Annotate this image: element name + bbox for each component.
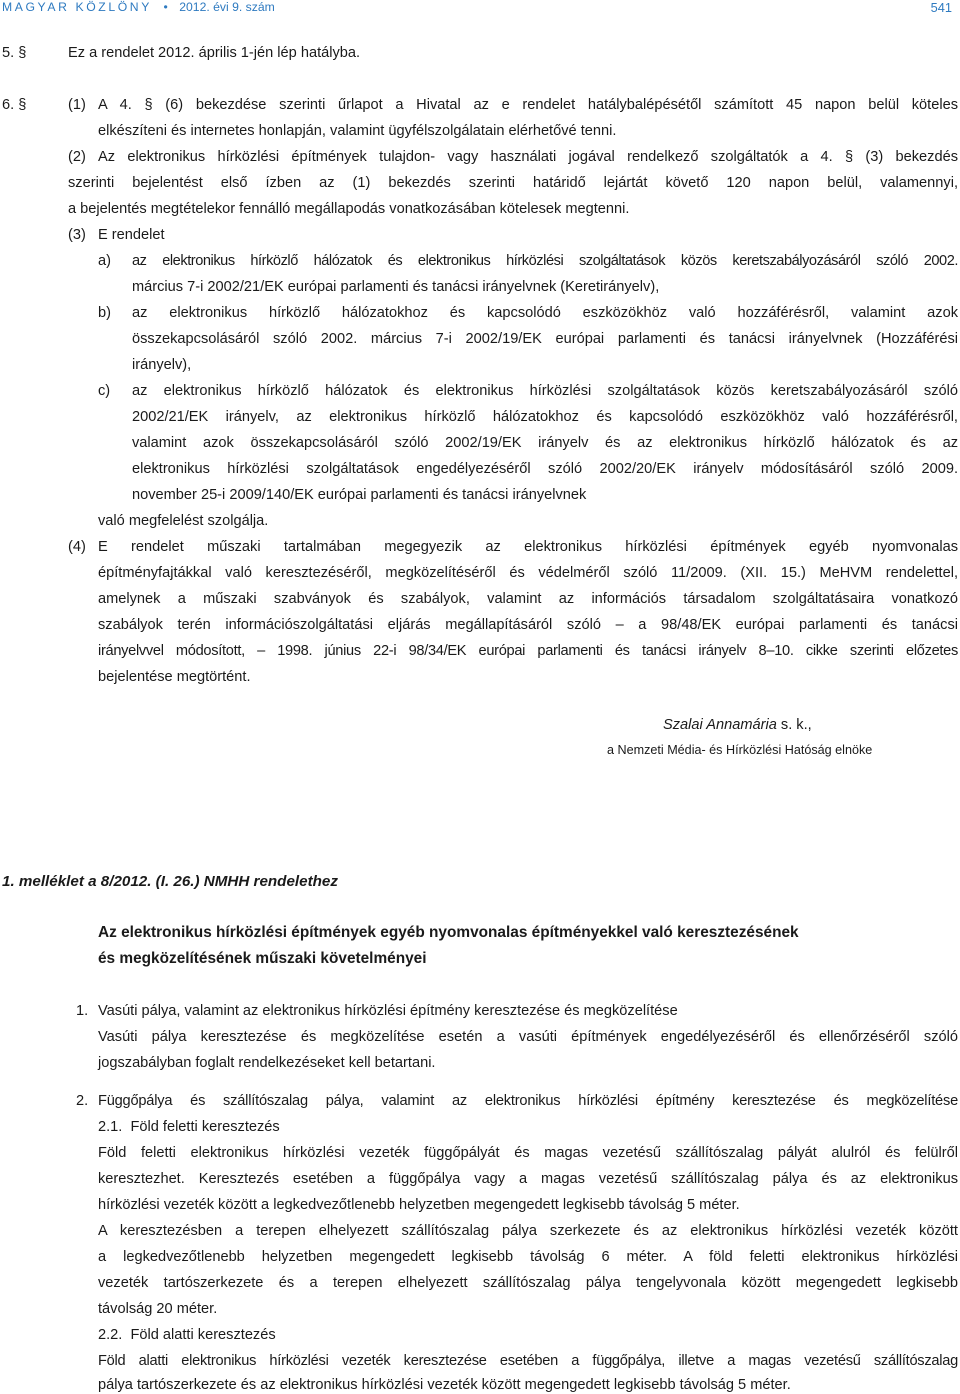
s6-p2-line: a bejelentés megtételekor fennálló megállapodás vonatkozásában kötelesek megtenni. bbox=[68, 201, 630, 217]
s6-p3-b-line: irányelv), bbox=[132, 357, 192, 373]
s6-p2-number: (2) bbox=[68, 149, 86, 165]
s6-p4-line: E rendelet műszaki tartalmában megegyezik az elektronikus hírközlési építmények egyéb nyomvonalas bbox=[98, 539, 958, 555]
s6-p4-line: szabályok terén információszolgáltatási eljárás megállapításáról szóló – a 98/48/EK európai parlamenti és tanácsi bbox=[98, 617, 958, 633]
item-2-1-line: távolság 20 méter. bbox=[98, 1301, 218, 1317]
item-2-title: Függőpálya és szállítószalag pálya, valamint az elektronikus hírközlési építmény keresztezése és megközelítése bbox=[98, 1093, 958, 1109]
s6-p3-c-line: az elektronikus hírközlő hálózatok és elektronikus hírközlési szolgáltatások közös keretszabályozásáról szóló bbox=[132, 383, 958, 399]
s6-p3-c-label: c) bbox=[98, 383, 111, 399]
s6-p4-line: építményfajtákkal való keresztezéséről, megközelítéséről és védelméről szóló 11/2009. (XII. 15.) MeHVM rendelettel, bbox=[98, 565, 958, 581]
section-6-number: 6. § bbox=[2, 97, 27, 113]
item-1-line: jogszabályban foglalt rendelkezéseket kell betartani. bbox=[98, 1055, 436, 1071]
running-header bbox=[2, 0, 960, 16]
signature-line bbox=[663, 716, 812, 734]
annex-title: 1. melléklet a 8/2012. (I. 26.) NMHH rendelethez bbox=[2, 873, 338, 890]
item-2-1-line: vezeték tartószerkezete és a terepen elhelyezett szállítószalag pálya tengelyvonala között megengedett legkisebb bbox=[98, 1275, 958, 1291]
section-5-text: Ez a rendelet 2012. április 1-jén lép hatályba. bbox=[68, 45, 361, 61]
item-1-title: Vasúti pálya, valamint az elektronikus hírközlési építmény keresztezése és megközelítése bbox=[98, 1003, 678, 1019]
signatory-suffix: s. k., bbox=[780, 717, 812, 733]
s6-p3-b-label: b) bbox=[98, 305, 111, 321]
issue-label: 2012. évi 9. szám bbox=[179, 0, 275, 14]
item-2-2-title: 2.2. Föld alatti keresztezés bbox=[98, 1327, 276, 1343]
s6-p3-number: (3) bbox=[68, 227, 86, 243]
s6-p4-line: amelynek a műszaki szabványok és szabályok, valamint az információs társadalom szolgáltatásaira vonatkozó bbox=[98, 591, 958, 607]
s6-p3-c-line: november 25-i 2009/140/EK európai parlamenti és tanácsi irányelvnek bbox=[132, 487, 587, 503]
item-2-1-line: Föld feletti elektronikus hírközlési vezeték függőpályát és magas vezetésű szállítószalag pályát alulról és felülről bbox=[98, 1145, 958, 1161]
s6-p3-c-line: elektronikus hírközlési szolgáltatások engedélyezéséről szóló 2002/20/EK irányelv módosításáról szóló 2009. bbox=[132, 461, 958, 477]
item-2-number: 2. bbox=[76, 1093, 89, 1109]
signatory-name: Szalai Annamária bbox=[663, 717, 777, 733]
item-1-line: Vasúti pálya keresztezése és megközelítése esetén a vasúti építmények engedélyezéséről és ellenőrzéséről szóló bbox=[98, 1029, 958, 1045]
s6-p3-a-label: a) bbox=[98, 253, 111, 269]
item-2-1-line: a legkedvezőtlenebb helyzetben megengedett legkisebb távolság 6 méter. A föld feletti elektronikus hírközlési bbox=[98, 1249, 958, 1265]
s6-p2-line: szerinti bejelentést első ízben az (1) bekezdés szerinti határidő lejártát követő 120 napon belül, valamennyi, bbox=[68, 175, 958, 191]
item-2-2-line: pálya tartószerkezete és az elektronikus hírközlési vezeték között megengedett legkisebb távolság 5 méter. bbox=[98, 1377, 791, 1393]
s6-p2-line: Az elektronikus hírközlési építmények tulajdon- vagy használati jogával rendelkező szolgáltatók a 4. § (3) bekezdés bbox=[98, 149, 958, 165]
s6-p3-c-line: 2002/21/EK irányelv, az elektronikus hírközlő hálózatokhoz és kapcsolódó eszközökhöz való hozzáférésről, bbox=[132, 409, 958, 425]
s6-p3-b-line: az elektronikus hírközlő hálózatokhoz és kapcsolódó eszközökhöz való hozzáférésről, valamint azok bbox=[132, 305, 958, 321]
annex-heading: és megközelítésének műszaki követelményei bbox=[98, 950, 427, 967]
header-bullet: • bbox=[163, 0, 168, 14]
s6-p1-number: (1) bbox=[68, 97, 86, 113]
annex-heading: Az elektronikus hírközlési építmények egyéb nyomvonalas építményekkel való keresztezésének bbox=[98, 924, 799, 941]
item-2-1-line: hírközlési vezeték között a legkedvezőtlenebb helyzetben megengedett legkisebb távolság 5 méter. bbox=[98, 1197, 740, 1213]
s6-p1-line: elkészíteni és internetes honlapján, valamint ügyfélszolgálatain elérhetővé tenni. bbox=[98, 123, 617, 139]
item-2-1-title: 2.1. Föld feletti keresztezés bbox=[98, 1119, 280, 1135]
item-2-1-line: keresztezhet. Keresztezés esetében a függőpálya vagy a magas vezetésű szállítószalag pálya és az elektronikus bbox=[98, 1171, 958, 1187]
s6-p4-line: irányelvvel módosított, – 1998. június 22-i 98/34/EK európai parlamenti és tanácsi irányelv 8–10. cikke szerinti előzetes bbox=[98, 643, 958, 659]
s6-p3-outro: való megfelelést szolgálja. bbox=[98, 513, 269, 529]
s6-p4-number: (4) bbox=[68, 539, 86, 555]
s6-p3-a-line: az elektronikus hírközlő hálózatok és elektronikus hírközlési szolgáltatások közös keretszabályozásáról szóló 2002. bbox=[132, 253, 958, 269]
item-2-1-line: A keresztezésben a terepen elhelyezett szállítószalag pálya szerkezete és az elektronikus hírközlési vezeték között bbox=[98, 1223, 958, 1239]
s6-p3-c-line: valamint azok összekapcsolásáról szóló 2002/19/EK irányelv és az elektronikus hírközlő hálózatok és az bbox=[132, 435, 958, 451]
page-number: 541 bbox=[930, 0, 952, 15]
s6-p3-b-line: összekapcsolásáról szóló 2002. március 7-i 2002/19/EK európai parlamenti és tanácsi irányelvnek (Hozzáférési bbox=[132, 331, 958, 347]
signatory-role: a Nemzeti Média- és Hírközlési Hatóság elnöke bbox=[607, 743, 873, 757]
s6-p4-line: bejelentése megtörtént. bbox=[98, 669, 251, 685]
s6-p3-a-line: március 7-i 2002/21/EK európai parlamenti és tanácsi irányelvnek (Keretirányelv), bbox=[132, 279, 660, 295]
journal-title: MAGYAR KÖZLÖNY bbox=[2, 0, 152, 14]
s6-p3-intro: E rendelet bbox=[98, 227, 165, 243]
section-5-number: 5. § bbox=[2, 45, 27, 61]
item-2-2-line: Föld alatti elektronikus hírközlési vezeték keresztezése esetében a függőpálya, illetve a magas vezetésű szállítószalag bbox=[98, 1353, 958, 1369]
s6-p1-line: A 4. § (6) bekezdése szerinti űrlapot a Hivatal az e rendelet hatálybalépésétől számított 45 napon belül köteles bbox=[98, 97, 958, 113]
item-1-number: 1. bbox=[76, 1003, 89, 1019]
